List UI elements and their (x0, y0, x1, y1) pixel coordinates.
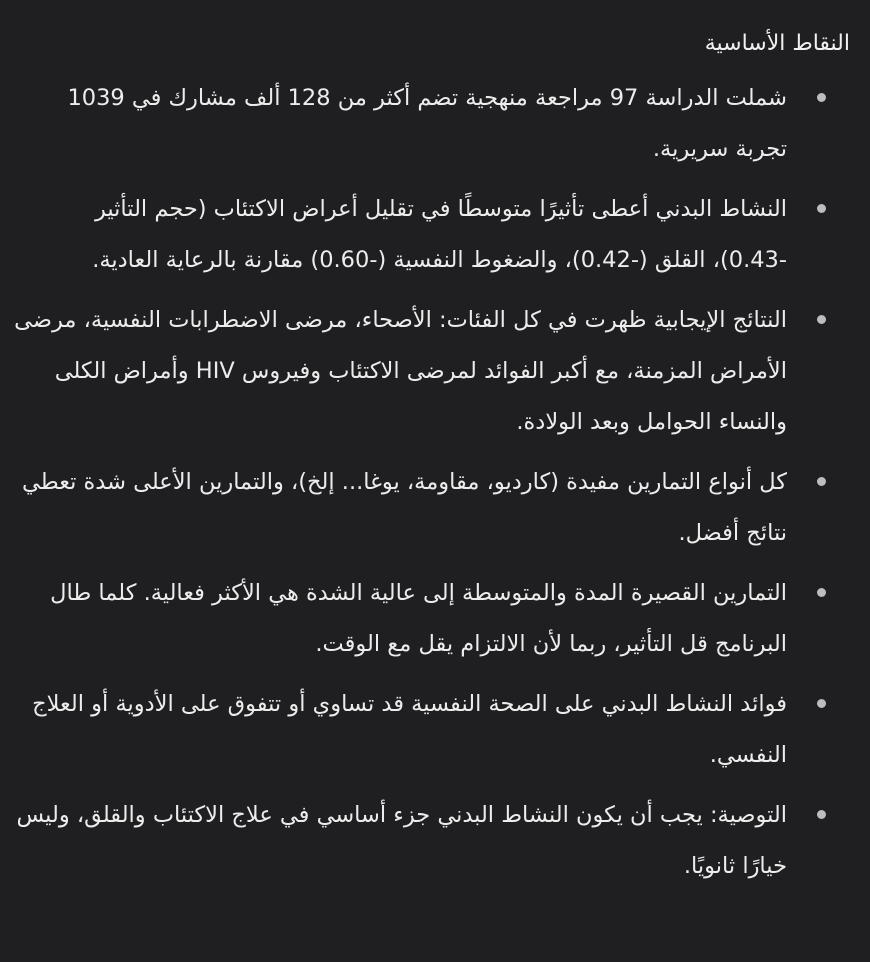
list-item (14, 73, 850, 175)
list-item (14, 679, 850, 781)
list-item-text: النتائج الإيجابية ظهرت في كل الفئات: الأصحاء، مرضى الاضطرابات النفسية، مرضى الأمراض المزمنة، مع أكبر الفوائد لمرضى الاكتئاب وفيروس HIV وأمراض الكلى والنساء الحوامل وبعد الولادة. (14, 307, 787, 435)
list-item-text: شملت الدراسة 97 مراجعة منهجية تضم أكثر من 128 ألف مشارك في 1039 تجربة سريرية. (67, 85, 787, 162)
list-item (14, 184, 850, 286)
list-item-text: فوائد النشاط البدني على الصحة النفسية قد تساوي أو تتفوق على الأدوية أو العلاج النفسي. (32, 691, 787, 768)
section-heading: النقاط الأساسية (704, 31, 850, 56)
key-points-list (14, 73, 850, 892)
list-item-text: التمارين القصيرة المدة والمتوسطة إلى عالية الشدة هي الأكثر فعالية. كلما طال البرنامج قل التأثير، ربما لأن الالتزام يقل مع الوقت. (50, 580, 787, 657)
bullet-icon (817, 204, 826, 213)
bullet-icon (817, 477, 826, 486)
bullet-icon (817, 315, 826, 324)
bullet-icon (817, 93, 826, 102)
list-item (14, 790, 850, 892)
list-item-text: التوصية: يجب أن يكون النشاط البدني جزء أساسي في علاج الاكتئاب والقلق، وليس خيارًا ثانويًا. (16, 802, 787, 879)
bullet-icon (817, 588, 826, 597)
list-item-text: كل أنواع التمارين مفيدة (كارديو، مقاومة، يوغا... إلخ)، والتمارين الأعلى شدة تعطي نتائج أفضل. (22, 469, 787, 546)
list-item (14, 295, 850, 448)
bullet-icon (817, 699, 826, 708)
list-item-text: النشاط البدني أعطى تأثيرًا متوسطًا في تقليل أعراض الاكتئاب (حجم التأثير -0.43)، القلق (-0.42)، والضغوط النفسية (-0.60) مقارنة بالرعاية العادية. (92, 196, 787, 273)
bullet-icon (817, 810, 826, 819)
list-item (14, 457, 850, 559)
list-item (14, 568, 850, 670)
